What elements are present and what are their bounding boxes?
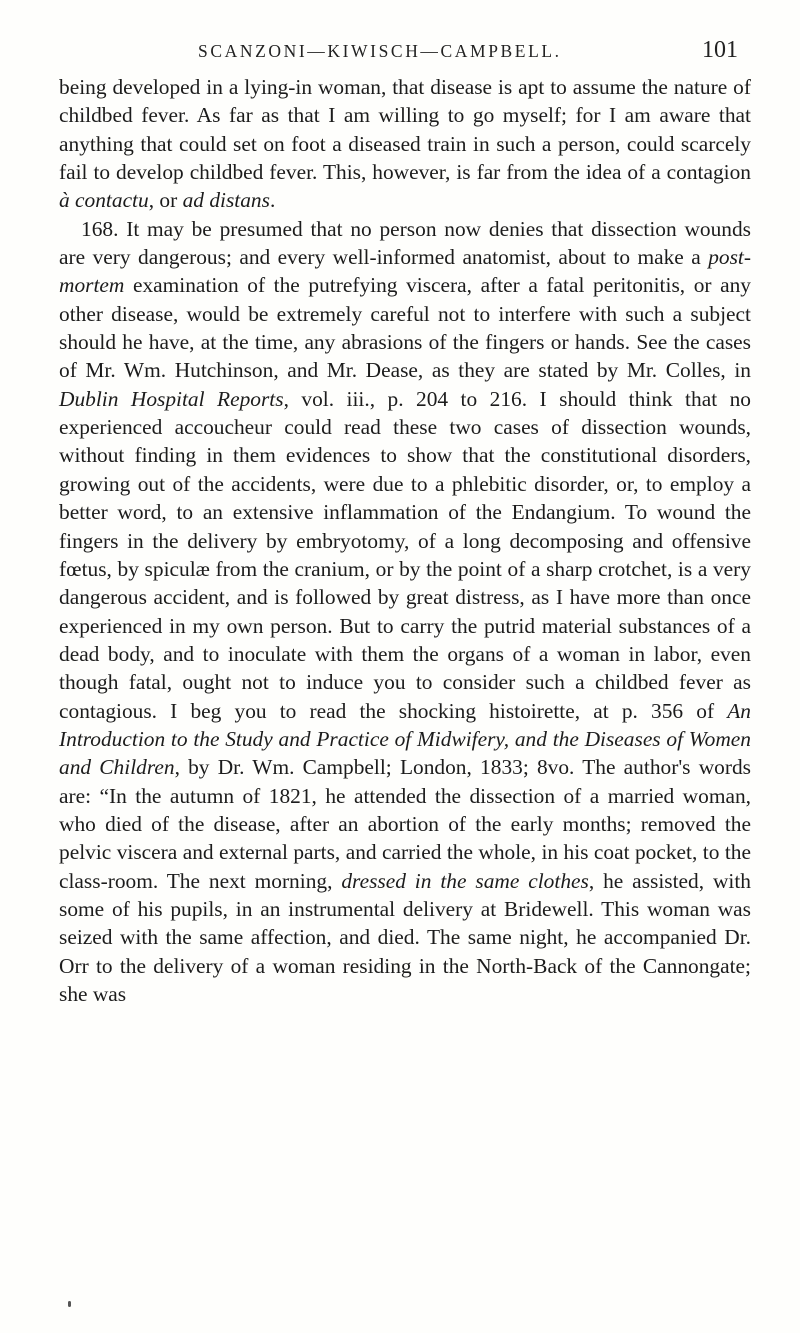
print-speck: [68, 1301, 71, 1307]
paragraph-2: [59, 215, 751, 1009]
body-text: [59, 73, 751, 1008]
text-run: , he assisted, with some of his pupils, in an instrumental delivery at Bridewell. This woman was seized with the same affection, and died. The same night, he accompanied Dr. Orr to the delivery of a woman residing in the North-Back of the Cannongate; she was: [59, 868, 752, 1006]
paragraph-1: [59, 73, 751, 215]
italic-phrase: post-mortem: [59, 245, 751, 298]
italic-phrase: à contactu: [59, 188, 149, 213]
running-head: SCANZONI—KIWISCH—CAMPBELL.: [198, 41, 562, 61]
text-run: 168. It may be presumed that no person now denies that dissection wounds are very dangerous; and every well-informed anatomist, about to make a: [59, 216, 751, 270]
text-run: .: [269, 188, 276, 213]
text-run: examination of the putrefying viscera, after a fatal peritonitis, or any other disease, would be extremely careful not to interfere with such a subject should he have, at the time, any abrasions of the fingers or hands. See the cases of Mr. Wm. Hutchinson, and Mr. Dease, as they are stated by Mr. Colles, in: [59, 273, 751, 383]
text-run: , vol. iii., p. 204 to 216. I should think that no experienced accoucheur could read these two cases of dissection wounds, without finding in them evidences to show that the constitutional disorders, growing out of the accidents, were due to a phlebitic disorder, or, to employ a better word, to an extensive inflammation of the Endangium. To wound the fingers in the delivery by embryotomy, of a long decomposing and offensive fœtus, by spiculæ from the cranium, or by the point of a sharp crotchet, is a very dangerous accident, and is followed by great distress, as I have more than once experienced in my own person. But to carry the putrid material substances of a dead body, and to inoculate with them the organs of a woman in labor, even though fatal, ought not to induce you to consider such a childbed fever as contagious. I beg you to read the shocking histoirette, at p. 356 of: [59, 386, 751, 723]
italic-phrase: dressed in the same clothes: [341, 868, 589, 893]
text-run: , by Dr. Wm. Campbell; London, 1833; 8vo. The author's words are: “In the autumn of 1821, he attended the dissection of a married woman, who died of the disease, after an abortion of the early months; removed the pelvic viscera and external parts, and carried the whole, in his coat pocket, to the class-room. The next morning,: [59, 755, 751, 893]
italic-phrase: ad distans: [182, 188, 270, 213]
page-number: 101: [702, 37, 738, 63]
text-run: being developed in a lying-in woman, that disease is apt to assume the nature of childbed fever. As far as that I am willing to go myself; for I am aware that anything that could set on foot a diseased train in such a person, could scarcely fail to develop childbed fever. This, however, is far from the idea of a contagion: [59, 75, 751, 185]
italic-phrase: An Introduction to the Study and Practice of Midwifery, and the Diseases of Women and Children: [59, 698, 751, 780]
italic-phrase: Dublin Hospital Reports: [59, 386, 284, 411]
text-run: , or: [148, 188, 183, 213]
